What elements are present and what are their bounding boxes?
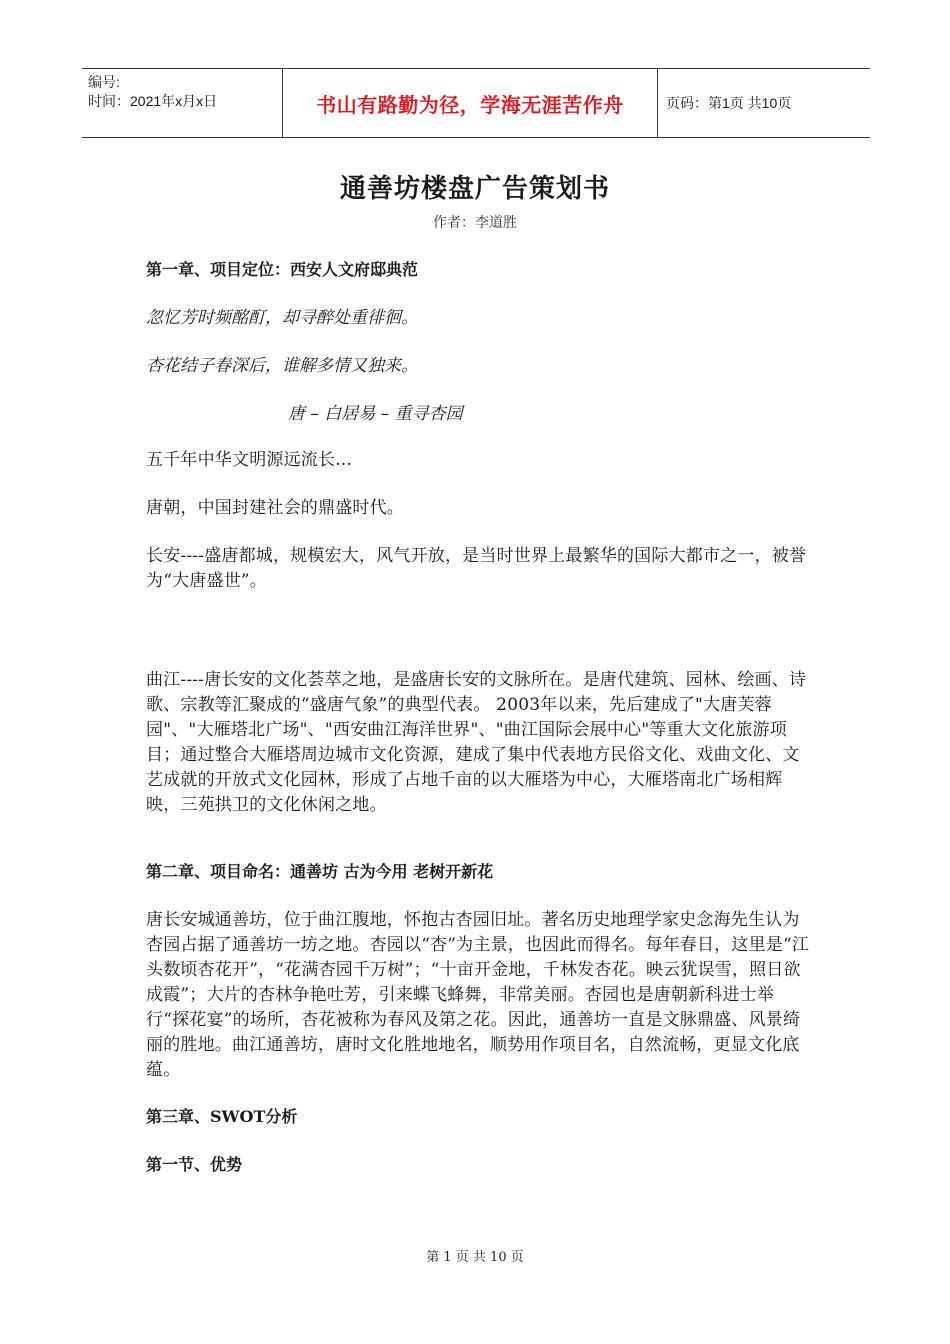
poem-line-2: 杏花结子春深后，谁解多情又独来。 bbox=[146, 356, 418, 376]
chapter1-paragraph-4: 曲江----唐长安的文化荟萃之地，是盛唐长安的文脉所在。是唐代建筑、园林、绘画、诗歌、宗教等汇聚成的“盛唐气象”的典型代表。 2003年以来，先后建成了"大唐芙蓉园"、"大雁塔北广场"、"西安曲江海洋世界"、"曲江国际会展中心"等重大文化旅游项目；通过整合大雁塔周边城市文化资源，建成了集中代表地方民俗文化、戏曲文化、文艺成就的开放式文化园林，形成了占地千亩的以大雁塔为中心，大雁塔南北广场相辉映，三苑拱卫的文化休闲之地。 bbox=[146, 670, 807, 815]
poem-attribution: 唐 – 白居易 – 重寻杏园 bbox=[288, 404, 463, 424]
chapter3-heading: 第三章、SWOT分析 bbox=[146, 1107, 298, 1126]
document-header bbox=[82, 68, 870, 138]
header-meta bbox=[82, 69, 282, 137]
document-author: 作者：李道胜 bbox=[433, 215, 517, 231]
chapter2-paragraph-1: 唐长安城通善坊，位于曲江腹地，怀抱古杏园旧址。著名历史地理学家史念海先生认为杏园占据了通善坊一坊之地。杏园以“杏”为主景，也因此而得名。每年春日，这里是“江头数顷杏花开”，“花满杏园千万树”；“十亩开金地，千林发杏花。映云犹误雪，照日欲成霞”；大片的杏林争艳吐芳，引来蝶飞蜂舞，非常美丽。杏园也是唐朝新科进士举行“探花宴”的场所，杏花被称为春风及第之花。因此，通善坊一直是文脉鼎盛、风景绮丽的胜地。曲江通善坊，唐时文化胜地地名，顺势用作项目名，自然流畅，更显文化底蕴。 bbox=[146, 910, 810, 1080]
section1-heading: 第一节、优势 bbox=[146, 1155, 243, 1174]
header-number: 编号: bbox=[88, 74, 120, 90]
document-body bbox=[146, 256, 811, 1179]
chapter1-paragraph-3: 长安----盛唐都城，规模宏大，风气开放，是当时世界上最繁华的国际大都市之一，被誉为“大唐盛世”。 bbox=[146, 546, 807, 591]
header-motto: 书山有路勤为径，学海无涯苦作舟 bbox=[282, 69, 658, 137]
document-title: 通善坊楼盘广告策划书 bbox=[339, 174, 610, 204]
chapter2-heading: 第二章、项目命名：通善坊 古为今用 老树开新花 bbox=[146, 862, 494, 881]
poem-line-1: 忽忆芳时频酩酊，却寻醉处重徘徊。 bbox=[146, 308, 418, 328]
chapter1-paragraph-2: 唐朝，中国封建社会的鼎盛时代。 bbox=[146, 498, 404, 518]
header-time: 时间：2021年x月x日 bbox=[88, 93, 218, 109]
chapter1-paragraph-1: 五千年中华文明源远流长... bbox=[146, 450, 353, 470]
page-footer: 第 1 页 共 10 页 bbox=[426, 1250, 524, 1265]
chapter1-heading: 第一章、项目定位：西安人文府邸典范 bbox=[146, 260, 419, 279]
header-page-info: 页码：第1页 共10页 bbox=[666, 95, 792, 111]
